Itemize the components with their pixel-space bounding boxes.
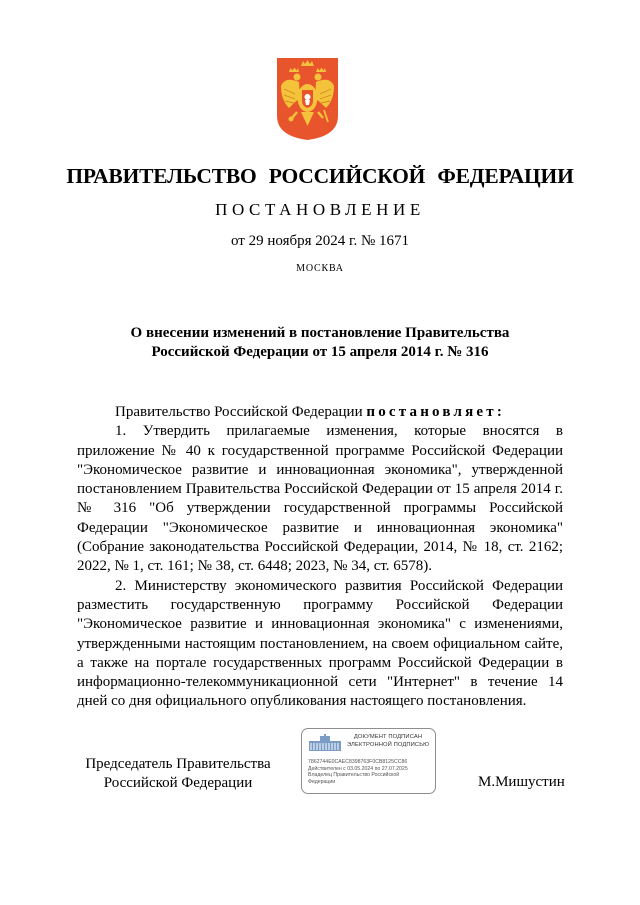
preamble-text: Правительство Российской Федерации	[115, 404, 367, 420]
signatory-position-line-1: Председатель Правительства	[85, 756, 271, 772]
decree-date-number: от 29 ноября 2024 г. № 1671	[230, 233, 410, 249]
certificate-validity: Действителен с 03.05.2024 по 27.07.2025	[308, 765, 408, 772]
document-type: ПОСТАНОВЛЕНИЕ	[215, 200, 425, 219]
coat-of-arms-emblem	[275, 56, 340, 142]
stamp-heading-line-2: ЭЛЕКТРОННОЙ ПОДПИСЬЮ	[346, 741, 430, 748]
signatory-position-line-2: Российской Федерации	[103, 775, 253, 791]
certificate-owner-line-2: Федерации	[308, 778, 336, 785]
document-title	[0, 324, 640, 362]
government-title: ПРАВИТЕЛЬСТВО РОССИЙСКОЙ ФЕДЕРАЦИИ	[66, 164, 574, 188]
signatory-position	[78, 755, 278, 793]
document-title-line-2: Российской Федерации от 15 апреля 2014 г. № 316	[151, 344, 489, 360]
preamble	[77, 403, 563, 422]
preamble-verb: постановляет:	[366, 404, 506, 420]
document-body	[77, 403, 563, 712]
document-title-line-1: О внесении изменений в постановление Правительства	[130, 325, 510, 341]
paragraph-item-1: 1. Утвердить прилагаемые изменения, которые вносятся в приложение № 40 к государственной программе Российской Федерации "Экономическое развитие и инновационная экономика", утвержденной постановлением Правительства Российской Федерации от 15 апреля 2014 г. № 316 "Об утверждении государственной программы Российской Федерации "Экономическое развитие и инновационная экономика" (Собрание законодательства Российской Федерации, 2014, № 18, ст. 2162; 2022, № 1, ст. 161; № 38, ст. 6448; 2023, № 34, ст. 6578).	[77, 423, 563, 575]
paragraph-item-2: 2. Министерству экономического развития Российской Федерации разместить государственную программу Российской Федерации "Экономическое развитие и инновационная экономика" с изменениями, утвержденными настоящим постановлением, на своем официальном сайте, а также на портале государственных программ Российской Федерации в информационно-телекоммуникационной сети "Интернет" в течение 14 дней со дня официального опубликования настоящего постановления.	[77, 577, 563, 710]
electronic-signature-stamp	[301, 728, 436, 794]
certificate-serial: 7862744E0CAEC8398763F0CB8125CC86	[308, 759, 408, 765]
stamp-heading-line-1: ДОКУМЕНТ ПОДПИСАН	[353, 734, 423, 740]
certificate-owner-line-1: Владелец Правительство Российской	[308, 772, 400, 779]
stamp-details	[308, 759, 434, 785]
decree-city: МОСКВА	[296, 263, 344, 274]
government-building-icon	[308, 734, 342, 752]
stamp-heading	[342, 734, 434, 749]
signatory-name: М.Мишустин	[478, 774, 565, 790]
